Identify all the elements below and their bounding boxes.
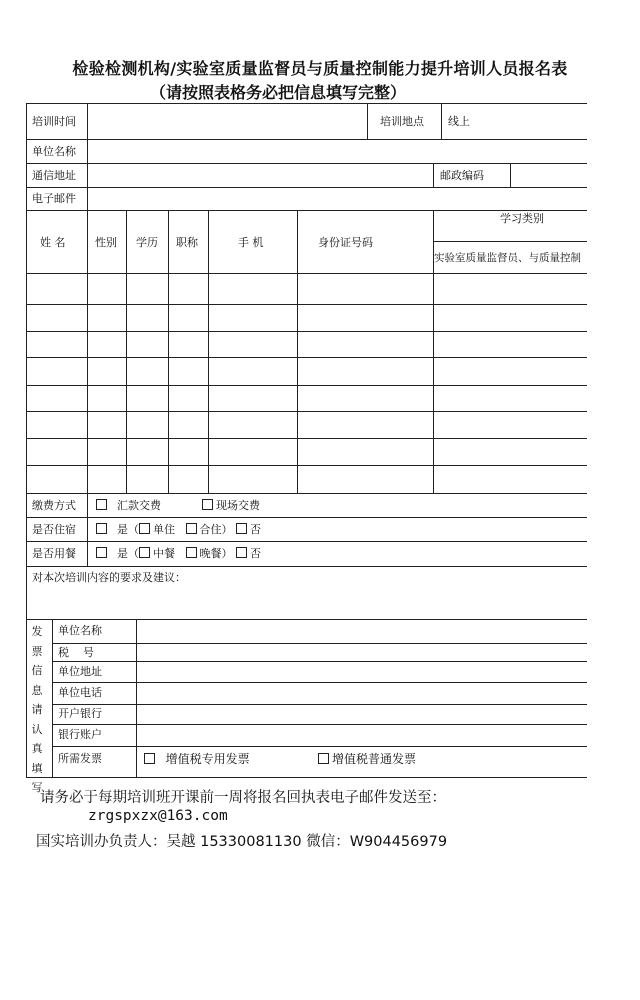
- email-label: 电子邮件: [32, 192, 76, 205]
- postcode-label: 邮政编码: [440, 169, 484, 182]
- checkbox-icon[interactable]: [202, 499, 213, 510]
- checkbox-icon[interactable]: [186, 523, 197, 534]
- train-place-label: 培训地点: [380, 115, 424, 128]
- invoice-tax-id-label: 税 号: [58, 646, 94, 659]
- invoice-option-special[interactable]: 增值税专用发票: [144, 752, 250, 766]
- checkbox-icon[interactable]: [96, 499, 107, 510]
- col-id-number: 身份证号码: [318, 236, 373, 249]
- checkbox-icon[interactable]: [186, 547, 197, 558]
- invoice-phone-label: 单位电话: [58, 686, 102, 699]
- checkbox-icon[interactable]: [144, 753, 155, 764]
- payment-option-transfer[interactable]: 汇款交费: [96, 499, 161, 513]
- train-place-value[interactable]: 线上: [448, 115, 470, 128]
- col-name: 姓 名: [40, 236, 66, 249]
- checkbox-icon[interactable]: [96, 547, 107, 558]
- meal-options[interactable]: 是（ 中餐 晚餐） 否: [96, 547, 261, 561]
- checkbox-icon[interactable]: [236, 523, 247, 534]
- payment-option-onsite[interactable]: 现场交费: [202, 499, 260, 513]
- checkbox-icon[interactable]: [96, 523, 107, 534]
- table-grid-lines: [26, 103, 587, 778]
- footer-instruction: 请务必于每期培训班开课前一周将报名回执表电子邮件发送至：: [40, 790, 446, 806]
- col-phone: 手 机: [238, 236, 264, 249]
- checkbox-icon[interactable]: [318, 753, 329, 764]
- footer-email[interactable]: zrgspxzx@163.com: [88, 808, 228, 824]
- form-title: 检验检测机构/实验室质量监督员与质量控制能力提升培训人员报名表: [72, 59, 568, 78]
- payment-label: 缴费方式: [32, 499, 76, 512]
- invoice-option-normal[interactable]: 增值税普通发票: [318, 752, 416, 766]
- org-name-label: 单位名称: [32, 145, 76, 158]
- checkbox-icon[interactable]: [139, 547, 150, 558]
- col-study-type: 学习类别: [500, 212, 544, 225]
- train-time-label: 培训时间: [32, 115, 76, 128]
- invoice-bank-label: 开户银行: [58, 707, 102, 720]
- col-gender: 性别: [95, 236, 117, 249]
- invoice-type-label: 所需发票: [58, 752, 102, 765]
- invoice-account-label: 银行账户: [58, 728, 102, 741]
- checkbox-icon[interactable]: [139, 523, 150, 534]
- suggestion-label: 对本次培训内容的要求及建议：: [32, 571, 186, 584]
- col-education: 学历: [136, 236, 158, 249]
- lodging-options[interactable]: 是（ 单住 合住） 否: [96, 523, 261, 537]
- lodging-label: 是否住宿: [32, 523, 76, 536]
- col-study-type-sub: 实验室质量监督员、与质量控制: [434, 252, 581, 264]
- invoice-org-name-label: 单位名称: [58, 624, 102, 637]
- address-label: 通信地址: [32, 169, 76, 182]
- meal-label: 是否用餐: [32, 547, 76, 560]
- footer-contact: 国实培训办负责人：吴越 15330081130 微信：W904456979: [36, 834, 448, 850]
- invoice-section-header: 发 票 信 息 请 认 真 填 写: [31, 625, 43, 794]
- invoice-address-label: 单位地址: [58, 665, 102, 678]
- form-subtitle: （请按照表格务必把信息填写完整）: [150, 83, 407, 102]
- checkbox-icon[interactable]: [236, 547, 247, 558]
- col-title: 职称: [176, 236, 198, 249]
